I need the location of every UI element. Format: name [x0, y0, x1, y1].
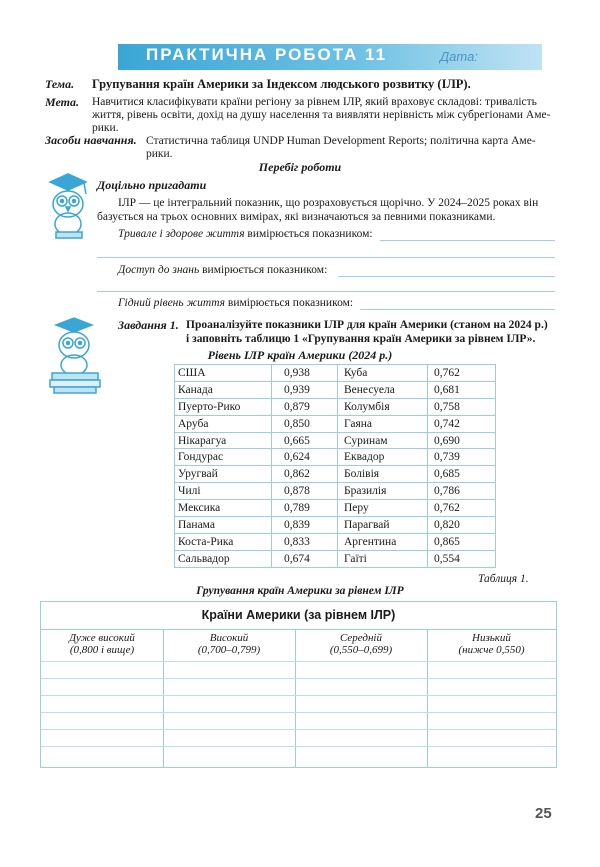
hdi-row	[175, 517, 496, 534]
topic-text: Групування країн Америки за Індексом людського розвитку (ІЛР).	[92, 77, 471, 91]
means-line-1: Статистична таблиця UNDP Human Development Reports; політична карта Аме-	[146, 135, 536, 147]
recall-line-2: базується на трьох основних вимірах, які визначаються за певними показниками.	[97, 211, 496, 223]
row-line[interactable]	[41, 729, 556, 730]
country-name: Коста-Рика	[175, 533, 272, 550]
country-name: Пуерто-Рико	[175, 398, 272, 415]
country-name: Колумбія	[338, 398, 428, 415]
hdi-value: 0,762	[428, 500, 496, 517]
question-1	[118, 227, 373, 241]
hdi-value: 0,690	[428, 432, 496, 449]
hdi-value: 0,624	[272, 449, 338, 466]
col-medium	[295, 632, 427, 656]
question-2	[118, 263, 327, 277]
row-line[interactable]	[41, 746, 556, 747]
col-very-high-range: (0,800 і вище)	[69, 644, 135, 656]
hdi-value: 0,939	[272, 381, 338, 398]
task-label: Завдання 1.	[118, 318, 179, 332]
answer-line-2b[interactable]	[97, 291, 555, 292]
hdi-row	[175, 550, 496, 567]
hdi-value: 0,665	[272, 432, 338, 449]
hdi-value: 0,879	[272, 398, 338, 415]
country-name: Канада	[175, 381, 272, 398]
country-name: Нікарагуа	[175, 432, 272, 449]
goal-label: Мета.	[45, 95, 80, 109]
country-name: Аруба	[175, 415, 272, 432]
hdi-value: 0,681	[428, 381, 496, 398]
hdi-value: 0,850	[272, 415, 338, 432]
col-very-high	[41, 632, 163, 656]
col-high-name: Високий	[209, 632, 249, 644]
country-name: Гаяна	[338, 415, 428, 432]
country-name: Гаїті	[338, 550, 428, 567]
means-label: Засоби навчання.	[45, 133, 137, 147]
country-name: Гондурас	[175, 449, 272, 466]
hdi-value: 0,938	[272, 365, 338, 382]
task-line-2: і заповніть таблицю 1 «Групування країн Америки за рівнем ІЛР».	[186, 333, 536, 345]
recall-line-1: ІЛР — це інтегральний показник, що розраховується щорічно. У 2024–2025 роках він	[118, 197, 539, 209]
topic-label: Тема.	[45, 77, 75, 91]
hdi-value: 0,833	[272, 533, 338, 550]
question-2-italic: Доступ до знань	[118, 264, 200, 276]
hdi-value: 0,554	[428, 550, 496, 567]
country-name: Уругвай	[175, 466, 272, 483]
col-medium-name: Середній	[340, 632, 382, 644]
question-3-italic: Гідний рівень життя	[118, 297, 226, 309]
hdi-row	[175, 533, 496, 550]
question-2-rest: вимірюється показником:	[199, 264, 328, 276]
goal-line-1: Навчитися класифікувати країни регіону за рівнем ІЛР, який враховує складові: тривалість	[92, 96, 537, 108]
row-line[interactable]	[41, 678, 556, 679]
answer-line-1a[interactable]	[380, 240, 555, 241]
means-line-2: рики.	[146, 148, 173, 160]
hdi-table	[174, 364, 496, 568]
goal-line-2: життя, рівень освіти, дохід на душу населення та виявляти нерівність між субрегіонами Аме-	[92, 109, 551, 121]
question-1-italic: Тривале і здорове життя	[118, 228, 245, 240]
hdi-row	[175, 365, 496, 382]
hdi-value: 0,820	[428, 517, 496, 534]
col-low-name: Низький	[472, 632, 511, 644]
country-name: Куба	[338, 365, 428, 382]
country-name: Болівія	[338, 466, 428, 483]
hdi-table-title: Рівень ІЛР країн Америки (2024 р.)	[207, 348, 393, 362]
country-name: Сальвадор	[175, 550, 272, 567]
hdi-value: 0,878	[272, 483, 338, 500]
row-line[interactable]	[41, 712, 556, 713]
answer-line-3a[interactable]	[360, 309, 555, 310]
row-line[interactable]	[41, 661, 556, 662]
question-3	[118, 296, 353, 310]
country-name: Перу	[338, 500, 428, 517]
hdi-value: 0,742	[428, 415, 496, 432]
hdi-row	[175, 415, 496, 432]
hdi-table-body	[175, 365, 496, 568]
country-name: Суринам	[338, 432, 428, 449]
answer-line-1b[interactable]	[97, 257, 555, 258]
country-name: США	[175, 365, 272, 382]
col-very-high-name: Дуже високий	[69, 632, 135, 644]
country-name: Бразилія	[338, 483, 428, 500]
hdi-row	[175, 483, 496, 500]
hdi-value: 0,865	[428, 533, 496, 550]
country-name: Чилі	[175, 483, 272, 500]
hdi-row	[175, 449, 496, 466]
country-name: Парагвай	[338, 517, 428, 534]
progress-heading: Перебіг роботи	[258, 160, 342, 174]
country-name: Мексика	[175, 500, 272, 517]
question-3-rest: вимірюється показником:	[225, 297, 354, 309]
hdi-value: 0,762	[428, 365, 496, 382]
answer-line-2a[interactable]	[338, 276, 555, 277]
page-title: ПРАКТИЧНА РОБОТА 11	[146, 45, 388, 64]
hdi-value: 0,786	[428, 483, 496, 500]
hdi-value: 0,739	[428, 449, 496, 466]
hdi-row	[175, 398, 496, 415]
page-number: 25	[535, 805, 552, 822]
hdi-value: 0,685	[428, 466, 496, 483]
question-1-rest: вимірюється показником:	[244, 228, 373, 240]
hdi-value: 0,789	[272, 500, 338, 517]
owl-reminder-icon	[40, 170, 96, 242]
country-name: Аргентина	[338, 533, 428, 550]
country-name: Венесуела	[338, 381, 428, 398]
table-caption: Таблиця 1.	[478, 573, 529, 585]
col-high-range: (0,700–0,799)	[197, 644, 261, 656]
hdi-value: 0,674	[272, 550, 338, 567]
task-line-1: Проаналізуйте показники ІЛР для країн Америки (станом на 2024 р.)	[186, 319, 548, 331]
hdi-value: 0,839	[272, 517, 338, 534]
hdi-row	[175, 466, 496, 483]
col-low	[427, 632, 556, 656]
col-medium-range: (0,550–0,699)	[329, 644, 393, 656]
row-line[interactable]	[41, 695, 556, 696]
date-label: Дата:	[440, 49, 478, 64]
hdi-row	[175, 500, 496, 517]
country-name: Панама	[175, 517, 272, 534]
recall-heading: Доцільно пригадати	[97, 178, 207, 192]
grouping-table-header: Країни Америки (за рівнем ІЛР)	[41, 602, 556, 630]
country-name: Еквадор	[338, 449, 428, 466]
hdi-value: 0,862	[272, 466, 338, 483]
goal-line-3: рики.	[92, 122, 119, 134]
hdi-row	[175, 381, 496, 398]
col-low-range: (нижче 0,550)	[458, 644, 525, 656]
col-high	[163, 632, 295, 656]
grouping-table	[40, 601, 557, 768]
hdi-value: 0,758	[428, 398, 496, 415]
hdi-row	[175, 432, 496, 449]
table1-title: Групування країн Америки за рівнем ІЛР	[196, 585, 404, 597]
